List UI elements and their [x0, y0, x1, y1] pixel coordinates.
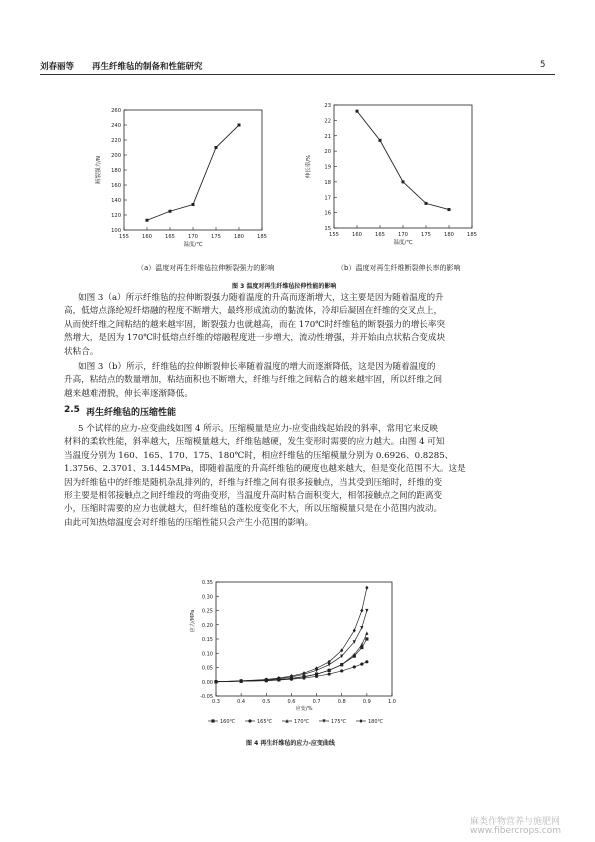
- y-tick-label: 180: [111, 168, 121, 174]
- data-point: [425, 202, 428, 205]
- data-point: [340, 669, 343, 672]
- data-point: [353, 665, 356, 668]
- x-tick-label: 1.0: [388, 699, 396, 705]
- data-point: [248, 719, 251, 722]
- data-point: [365, 660, 368, 663]
- watermark-site-name: 麻类作物营养与施肥网: [470, 817, 561, 827]
- data-point: [365, 631, 368, 635]
- figure-3-caption: 图 3 温度对再生纤维毡拉伸性能的影响: [232, 283, 337, 290]
- y-tick-label: 17: [324, 195, 331, 202]
- figure-3b-caption: （b）温度对再生纤维断裂伸长率的影响: [337, 264, 461, 272]
- legend-label: 170℃: [294, 719, 310, 725]
- x-tick-label: 175: [211, 234, 221, 240]
- paragraph-line: 材料的柔软性能，斜率越大，压缩模量越大，纤维毡越硬，发生变形时需要的应力越大。由图 4 可知: [64, 437, 445, 448]
- x-tick-label: 170: [398, 232, 408, 238]
- y-tick-label: 19: [324, 164, 331, 171]
- paragraph-1: [64, 292, 538, 359]
- data-point: [365, 609, 368, 613]
- y-tick-label: 140: [111, 198, 121, 204]
- data-point: [365, 637, 368, 640]
- data-point: [365, 586, 368, 590]
- y-tick-label: 0.10: [201, 651, 213, 658]
- y-tick-label: 23: [324, 103, 331, 109]
- x-tick-label: 170: [188, 234, 198, 240]
- y-tick-label: 18: [324, 179, 331, 186]
- paragraph-line: 当温度分别为 160、165、170、175、180℃时，相应纤维毡的压缩模量分别为 0.6926、0.8285、: [64, 450, 454, 461]
- x-axis-label: 应变/%: [295, 706, 313, 712]
- paragraph-line: 状粘合。: [64, 346, 99, 357]
- x-tick-label: 180: [234, 234, 244, 240]
- y-tick-label: 100: [111, 228, 121, 234]
- plot-frame: [124, 110, 262, 230]
- data-point: [211, 719, 214, 722]
- data-point: [356, 110, 359, 113]
- paragraph-line: 形主要是相邻接触点之间纤维段的弯曲变形，当温度升高时粘合面积变大，相邻接触点之间的距离变: [64, 491, 443, 502]
- y-tick-label: 120: [111, 213, 121, 219]
- legend-label: 175℃: [331, 719, 347, 725]
- legend-label: 180℃: [368, 719, 384, 725]
- legend-label: 165℃: [257, 719, 273, 725]
- figure-4-caption: 图 4 再生纤维毡的应力-应变曲线: [246, 740, 335, 747]
- y-tick-label: 20: [324, 149, 331, 156]
- data-point: [359, 719, 362, 723]
- figure-3b-chart: [292, 100, 492, 260]
- y-tick-label: 0.25: [201, 608, 213, 615]
- y-tick-label: 0.15: [201, 637, 213, 643]
- figure-4-chart: [185, 578, 400, 733]
- x-tick-label: 0.6: [287, 699, 296, 705]
- data-point: [402, 180, 405, 183]
- data-line: [357, 111, 449, 209]
- paragraph-line: 5 个试样的应力-应变曲线如图 4 所示。压缩模量是应力-应变曲线起始段的斜率，常用它来反映: [78, 424, 439, 434]
- paragraph-line: 由此可知热熔温度会对纤维毡的压缩性能只会产生小范围的影响。: [64, 517, 314, 528]
- data-point: [448, 208, 451, 211]
- y-tick-label: 260: [111, 108, 121, 114]
- x-tick-label: 0.7: [312, 699, 321, 705]
- data-point: [360, 643, 363, 647]
- paragraph-line: 如图 3（b）所示，纤维毡的拉伸断裂伸长率随着温度的增大而逐渐降低，这是因为随着温度的: [78, 362, 436, 372]
- x-tick-label: 0.5: [262, 699, 271, 705]
- y-tick-label: 160: [111, 183, 121, 189]
- x-tick-label: 165: [165, 234, 175, 240]
- data-point: [328, 672, 331, 675]
- y-tick-label: 0.00: [201, 679, 213, 686]
- paragraph-line: 从而使纤维之间粘结的越来越牢固，断裂强力也就越高，而在 170℃时纤维毡的断裂强力的增长率突: [64, 319, 446, 330]
- data-point: [340, 655, 343, 659]
- x-tick-label: 185: [467, 232, 477, 238]
- y-tick-label: 0.30: [201, 594, 213, 601]
- section-heading: 再生纤维毡的压缩性能: [86, 408, 177, 418]
- x-axis-label: 温度/℃: [183, 242, 203, 248]
- x-tick-label: 180: [444, 232, 454, 238]
- figure-3a-chart: [82, 100, 282, 260]
- x-tick-label: 0.9: [362, 699, 371, 705]
- x-tick-label: 0.3: [212, 699, 220, 705]
- x-axis-label: 温度/℃: [393, 240, 413, 246]
- paragraph-line: 小，压缩时需要的应力也就越大，但纤维毡的蓬松度变化不大，所以压缩模量只是在小范围内波动。: [64, 504, 443, 515]
- page-number: 5: [540, 60, 546, 70]
- plot-frame: [334, 105, 472, 228]
- paragraph-line: 如图 3（a）所示纤维毡的拉伸断裂强力随着温度的升高而逐渐增大，这主要是因为随着温度的升: [78, 293, 444, 303]
- data-point: [238, 124, 241, 127]
- data-point: [169, 210, 172, 213]
- y-tick-label: 0.05: [201, 665, 213, 672]
- y-axis-label: 断裂强力/N: [96, 156, 102, 184]
- y-tick-label: 15: [324, 226, 331, 232]
- figure-3a-caption: （a）温度对再生纤维毡拉伸断裂强力的影响: [137, 264, 275, 272]
- x-tick-label: 0.8: [337, 699, 346, 705]
- paragraph-line: 越来越难滑脱，伸长率逐渐降低。: [64, 388, 193, 399]
- watermark-url: www.fibercrops.com: [470, 826, 561, 836]
- x-tick-label: 160: [142, 234, 152, 240]
- x-tick-label: 185: [257, 234, 267, 240]
- paragraph-line: 高，低熔点涤纶短纤熔融的程度不断增大，最终形成流动的黏流体，冷却后凝固在纤维的交叉点上，: [64, 306, 443, 317]
- data-point: [360, 662, 363, 665]
- x-tick-label: 0.4: [237, 699, 246, 705]
- data-point: [360, 609, 363, 613]
- y-axis-label: 伸长率/%: [306, 154, 312, 179]
- y-tick-label: 0.35: [201, 580, 213, 586]
- y-axis-label: 应力/MPa: [190, 609, 196, 633]
- series-line: [216, 588, 367, 682]
- x-tick-label: 165: [375, 232, 385, 238]
- running-header-title: 再生纤维毡的制备和性能研究: [92, 62, 203, 72]
- y-tick-label: 21: [324, 133, 331, 140]
- y-tick-label: -0.05: [200, 694, 213, 700]
- legend-label: 160℃: [220, 719, 236, 725]
- paragraph-line: 然增大，是因为 170℃时低熔点纤维的熔融程度进一步增大，流动性增强，并开始由点状粘合变成块: [64, 333, 446, 344]
- paragraph-line: 1.3756、2.3701、3.1445MPa，即随着温度的升高纤维毡的硬度也越来越大，但是变化范围不大。这是: [64, 464, 466, 475]
- x-tick-label: 155: [329, 232, 339, 238]
- y-tick-label: 16: [324, 210, 331, 217]
- data-point: [379, 139, 382, 142]
- section-number: 2.5: [64, 405, 80, 415]
- paragraph-line: 升高，粘结点的数量增加，粘结面积也不断增大，纤维与纤维之间粘合的越来越牢固，所以纤维之间: [64, 375, 443, 386]
- y-tick-label: 240: [111, 123, 121, 129]
- y-tick-label: 200: [111, 153, 121, 159]
- data-point: [146, 219, 149, 222]
- data-point: [192, 203, 195, 206]
- y-tick-label: 22: [324, 118, 331, 125]
- y-tick-label: 220: [111, 138, 121, 144]
- paragraph-2: [64, 361, 538, 401]
- x-tick-label: 175: [421, 232, 431, 238]
- header-rule: [40, 74, 555, 75]
- running-header-authors: 刘春丽等: [40, 62, 75, 72]
- data-point: [215, 146, 218, 149]
- y-tick-label: 0.20: [201, 622, 213, 629]
- x-tick-label: 160: [352, 232, 362, 238]
- paragraph-3: [64, 423, 538, 530]
- x-tick-label: 155: [119, 234, 129, 240]
- paragraph-line: 因为纤维毡中的纤维是随机杂乱排列的，纤维与纤维之间有很多接触点，当其受到压缩时，纤维的变: [64, 477, 443, 488]
